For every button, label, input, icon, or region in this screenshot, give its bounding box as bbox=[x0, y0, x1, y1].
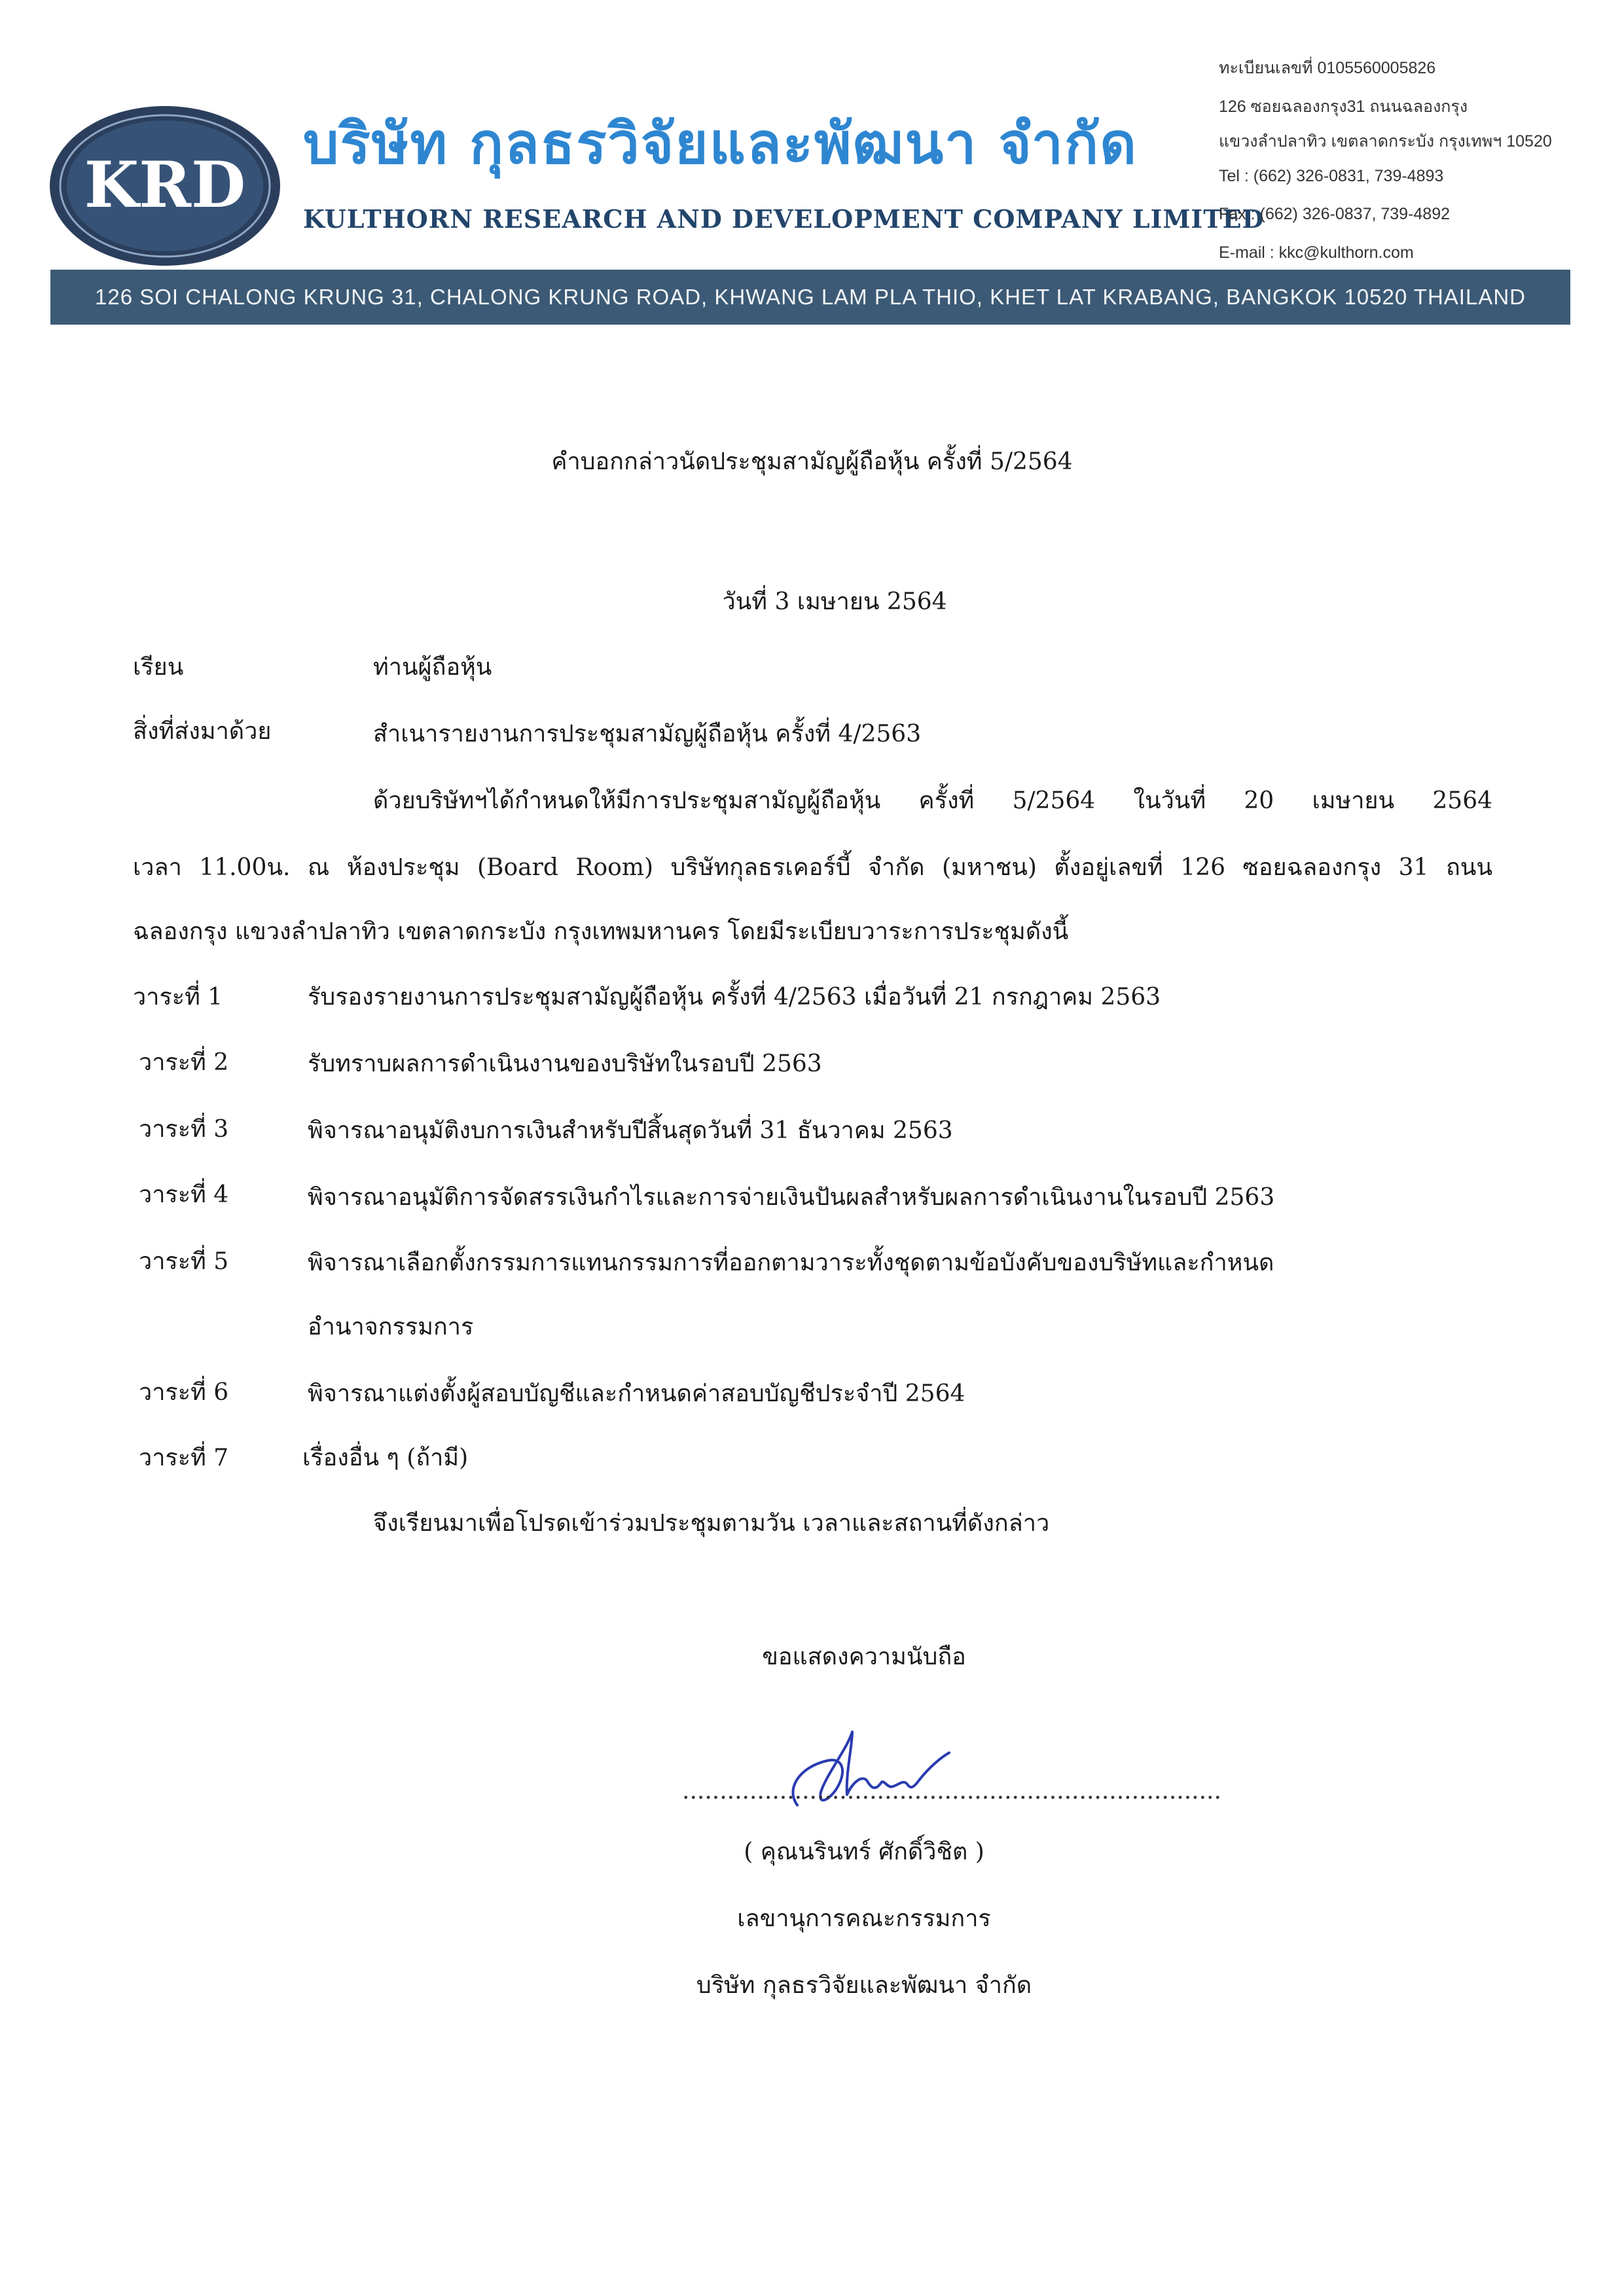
agenda-label-5: วาระที่ 5 bbox=[139, 1248, 229, 1275]
email: E-mail : kkc@kulthorn.com bbox=[1219, 243, 1414, 262]
address-th-line2: แขวงลำปลาทิว เขตลาดกระบัง กรุงเทพฯ 10520 bbox=[1219, 132, 1552, 151]
agenda-text-5: พิจารณาเลือกตั้งกรรมการแทนกรรมการที่ออกตามวาระทั้งชุดตามข้อบังคับของบริษัทและกำหนด bbox=[308, 1249, 1274, 1276]
regards: ขอแสดงความนับถือ bbox=[762, 1643, 966, 1670]
signature-line: ........................................................................ bbox=[682, 1778, 1221, 1804]
signer-name: ( คุณนรินทร์ ศักดิ์วิชิต ) bbox=[744, 1839, 984, 1865]
agenda-text-4: พิจารณาอนุมัติการจัดสรรเงินกำไรและการจ่ายเงินปันผลสำหรับผลการดำเนินงานในรอบปี 2563 bbox=[308, 1184, 1275, 1211]
to-label: เรียน bbox=[133, 654, 184, 681]
body-line-2: เวลา 11.00น. ณ ห้องประชุม (Board Room) บริษัทกุลธรเคอร์บี้ จำกัด (มหาชน) ตั้งอยู่เลขที่ 126 ซอยฉลองกรุง 31 ถนน bbox=[133, 854, 1492, 881]
agenda-label-7: วาระที่ 7 bbox=[139, 1444, 229, 1471]
agenda-label-3: วาระที่ 3 bbox=[139, 1116, 229, 1143]
to-value: ท่านผู้ถือหุ้น bbox=[373, 654, 492, 681]
registration-number: ทะเบียนเลขที่ 0105560005826 bbox=[1219, 59, 1436, 77]
fax: Fax : (662) 326-0837, 739-4892 bbox=[1219, 205, 1451, 223]
logo-text: KRD bbox=[84, 148, 246, 222]
agenda-label-1: วาระที่ 1 bbox=[133, 984, 223, 1011]
address-banner: 126 SOI CHALONG KRUNG 31, CHALONG KRUNG ROAD, KHWANG LAM PLA THIO, KHET LAT KRABANG, BANGKOK 10520 THAILAND bbox=[50, 270, 1570, 325]
agenda-text-2: รับทราบผลการดำเนินงานของบริษัทในรอบปี 2563 bbox=[308, 1050, 822, 1077]
company-name-th: บริษัท กุลธรวิจัยและพัฒนา จำกัด bbox=[303, 111, 1138, 177]
agenda-text-1: รับรองรายงานการประชุมสามัญผู้ถือหุ้น ครั้งที่ 4/2563 เมื่อวันที่ 21 กรกฎาคม 2563 bbox=[308, 984, 1161, 1011]
agenda-label-2: วาระที่ 2 bbox=[139, 1049, 229, 1076]
enclosure-value: สำเนารายงานการประชุมสามัญผู้ถือหุ้น ครั้งที่ 4/2563 bbox=[373, 721, 922, 747]
closing-line: จึงเรียนมาเพื่อโปรดเข้าร่วมประชุมตามวัน เวลาและสถานที่ดังกล่าว bbox=[373, 1510, 1050, 1537]
agenda-text-3: พิจารณาอนุมัติงบการเงินสำหรับปีสิ้นสุดวันที่ 31 ธันวาคม 2563 bbox=[308, 1117, 953, 1144]
signer-title: เลขานุการคณะกรรมการ bbox=[737, 1905, 991, 1932]
letter-title: คำบอกกล่าวนัดประชุมสามัญผู้ถือหุ้น ครั้งที่ 5/2564 bbox=[551, 448, 1073, 475]
signature-mark bbox=[779, 1727, 975, 1825]
telephone: Tel : (662) 326-0831, 739-4893 bbox=[1219, 167, 1444, 185]
address-th-line1: 126 ซอยฉลองกรุง31 ถนนฉลองกรุง bbox=[1219, 98, 1468, 116]
agenda-label-4: วาระที่ 4 bbox=[139, 1181, 229, 1208]
body-line-3: ฉลองกรุง แขวงลำปลาทิว เขตลาดกระบัง กรุงเทพมหานคร โดยมีระเบียบวาระการประชุมดังนี้ bbox=[133, 918, 1069, 945]
enclosure-label: สิ่งที่ส่งมาด้วย bbox=[133, 718, 272, 745]
body-line-1: ด้วยบริษัทฯได้กำหนดให้มีการประชุมสามัญผู้ถือหุ้น ครั้งที่ 5/2564 ในวันที่ 20 เมษายน 2564 bbox=[373, 787, 1492, 814]
agenda-text-6: พิจารณาแต่งตั้งผู้สอบบัญชีและกำหนดค่าสอบบัญชีประจำปี 2564 bbox=[308, 1380, 965, 1407]
letter-date: วันที่ 3 เมษายน 2564 bbox=[722, 588, 947, 615]
agenda-text-7: เรื่องอื่น ๆ (ถ้ามี) bbox=[302, 1444, 469, 1471]
agenda-text-5-cont: อำนาจกรรมการ bbox=[308, 1314, 474, 1340]
agenda-label-6: วาระที่ 6 bbox=[139, 1379, 229, 1406]
company-name-en: KULTHORN RESEARCH AND DEVELOPMENT COMPANY LIMITED bbox=[303, 204, 1265, 234]
krd-logo bbox=[47, 103, 283, 268]
signer-company: บริษัท กุลธรวิจัยและพัฒนา จำกัด bbox=[696, 1972, 1032, 1999]
